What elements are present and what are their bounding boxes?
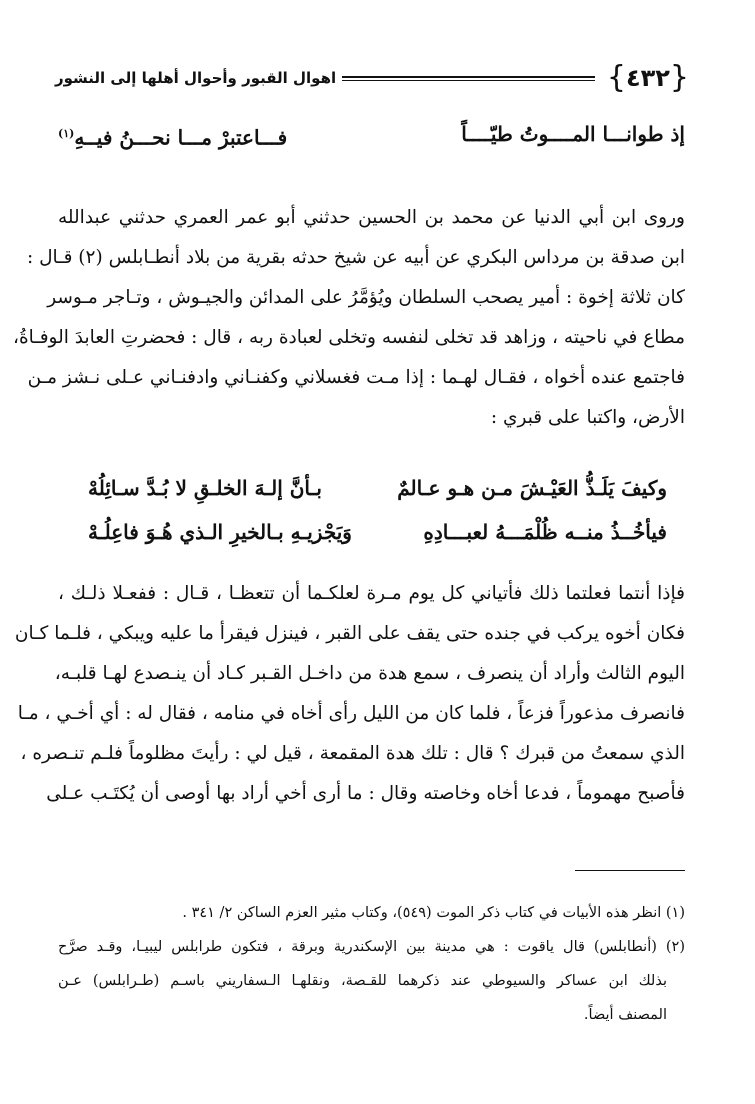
- poem-second-hemistich: بـأنَّ إلـهَ الخلـقِ لا بُـدَّ سـائِلُهْ: [88, 476, 322, 500]
- poem-line: [88, 466, 667, 510]
- text-line: ابن صدقة بن مرداس البكري عن أبيه عن شيخ حدثه بقرية من بلاد أنطـابلس (٢) قـال :: [26, 247, 685, 268]
- footnote-ref: (١): [58, 127, 75, 140]
- page-header: [55, 58, 695, 98]
- running-title: اهوال القبور وأحوال أهلها إلى النشور: [55, 69, 337, 87]
- poem-line: [88, 510, 667, 554]
- footnote-1: (١) انظر هذه الأبيات في كتاب ذكر الموت (٥٤٩)، وكتاب مثير العزم الساكن ٢/ ٣٤١ .: [182, 905, 685, 921]
- header-rule: [342, 76, 595, 81]
- verse-first-hemistich: إذ طوانـــا المــــوتُ طيّــــاً: [461, 122, 685, 146]
- footnote-2-end: المصنف أيضاً.: [583, 1007, 667, 1023]
- text-line: اليوم الثالث وأراد أن ينصرف ، سمع هدة من داخـل القـبر كـاد أن ينـصدع لهـا قلبـه،: [54, 663, 685, 684]
- left-bracket-ornament: {: [669, 60, 689, 95]
- footnote-separator: [575, 870, 685, 871]
- text-line: فاجتمع عنده أخواه ، فقـال لهـما : إذا مـت فغسلاني وكفنـاني وادفنـاني عـلى نـشز مـن: [27, 367, 685, 388]
- page-number-text: ٤٣٢: [625, 64, 670, 92]
- opening-verse: [58, 112, 685, 156]
- poem-first-hemistich: فيأخُــذُ منــه ظُلْمَـــهُ لعبـــادِهِ: [423, 520, 667, 544]
- footnote-2: (٢) (أنطابلس) قال ياقوت : هي مدينة بين الإسكندرية وبرقة ، فتكون طرابلس ليبيـا، وقـد صرَّح: [58, 939, 685, 955]
- text-line: فإذا أنتما فعلتما ذلك فأتياني كل يوم مـرة لعلكـما أن تتعظـا ، قـال : ففعـلا ذلـك ،: [58, 583, 685, 604]
- poem-first-hemistich: وكيفَ يَلَـذُّ العَيْـشَ مـن هـو عـالمٌ: [397, 476, 667, 500]
- paragraph-2: [14, 574, 685, 814]
- paragraph-1: [12, 198, 685, 438]
- text-line: الذي سمعتُ من قبرك ؟ قال : تلك هدة المقمعة ، قيل لي : رأيتَ مظلوماً فلـم تنـصره ،: [20, 743, 685, 764]
- poem-second-hemistich: وَيَجْزيـهِ بـالخيرِ الـذي هُـوَ فاعِلُـهْ: [88, 520, 352, 544]
- text-line: فأصبح مهموماً ، فدعا أخاه وخاصته وقال : ما أرى أخي أراد بها أوصى أن يُكتَـب عـلى: [46, 783, 685, 804]
- text-line: مطاع في ناحيته ، وزاهد قد تخلى لنفسه وتخلى لعبادة ربه ، قال : فحضرتِ العابدَ الوفـاةُ،: [12, 327, 685, 348]
- page-number: [601, 60, 695, 95]
- footnotes: [58, 896, 685, 1032]
- text-line: كان ثلاثة إخوة : أمير يصحب السلطان ويُؤمَّرُ على المدائن والجيـوش ، وتـاجر مـوسر: [47, 287, 685, 308]
- verse-second-hemistich: فـــاعتبرْ مـــا نحـــنُ فيــهِ$^{(١)}$: [58, 125, 288, 150]
- verse-line: [58, 112, 685, 156]
- text-line: وروى ابن أبي الدنيا عن محمد بن الحسين حدثني أبو عمر العمري حدثني عبدالله: [58, 207, 685, 228]
- text-line: الأرض، واكتبا على قبري :: [490, 407, 685, 428]
- text-line: فانصرف مذعوراً فزعاً ، فلما كان من الليل رأى أخاه في منامه ، فقال له : أي أخـي ، مـا: [17, 703, 685, 724]
- poem: [88, 466, 667, 554]
- text-line: فكان أخوه يركب في جنده حتى يقف على القبر ، فينزل فيقرأ ما عليه ويبكي ، فلـما كـان: [14, 623, 685, 644]
- footnote-2-cont: بذلك ابن عساكر والسيوطي عند ذكرهما للقـصة، ونقلهـا الـسفاريني باسـم (طـرابلس) عـن: [58, 973, 667, 989]
- right-bracket-ornament: }: [606, 60, 626, 95]
